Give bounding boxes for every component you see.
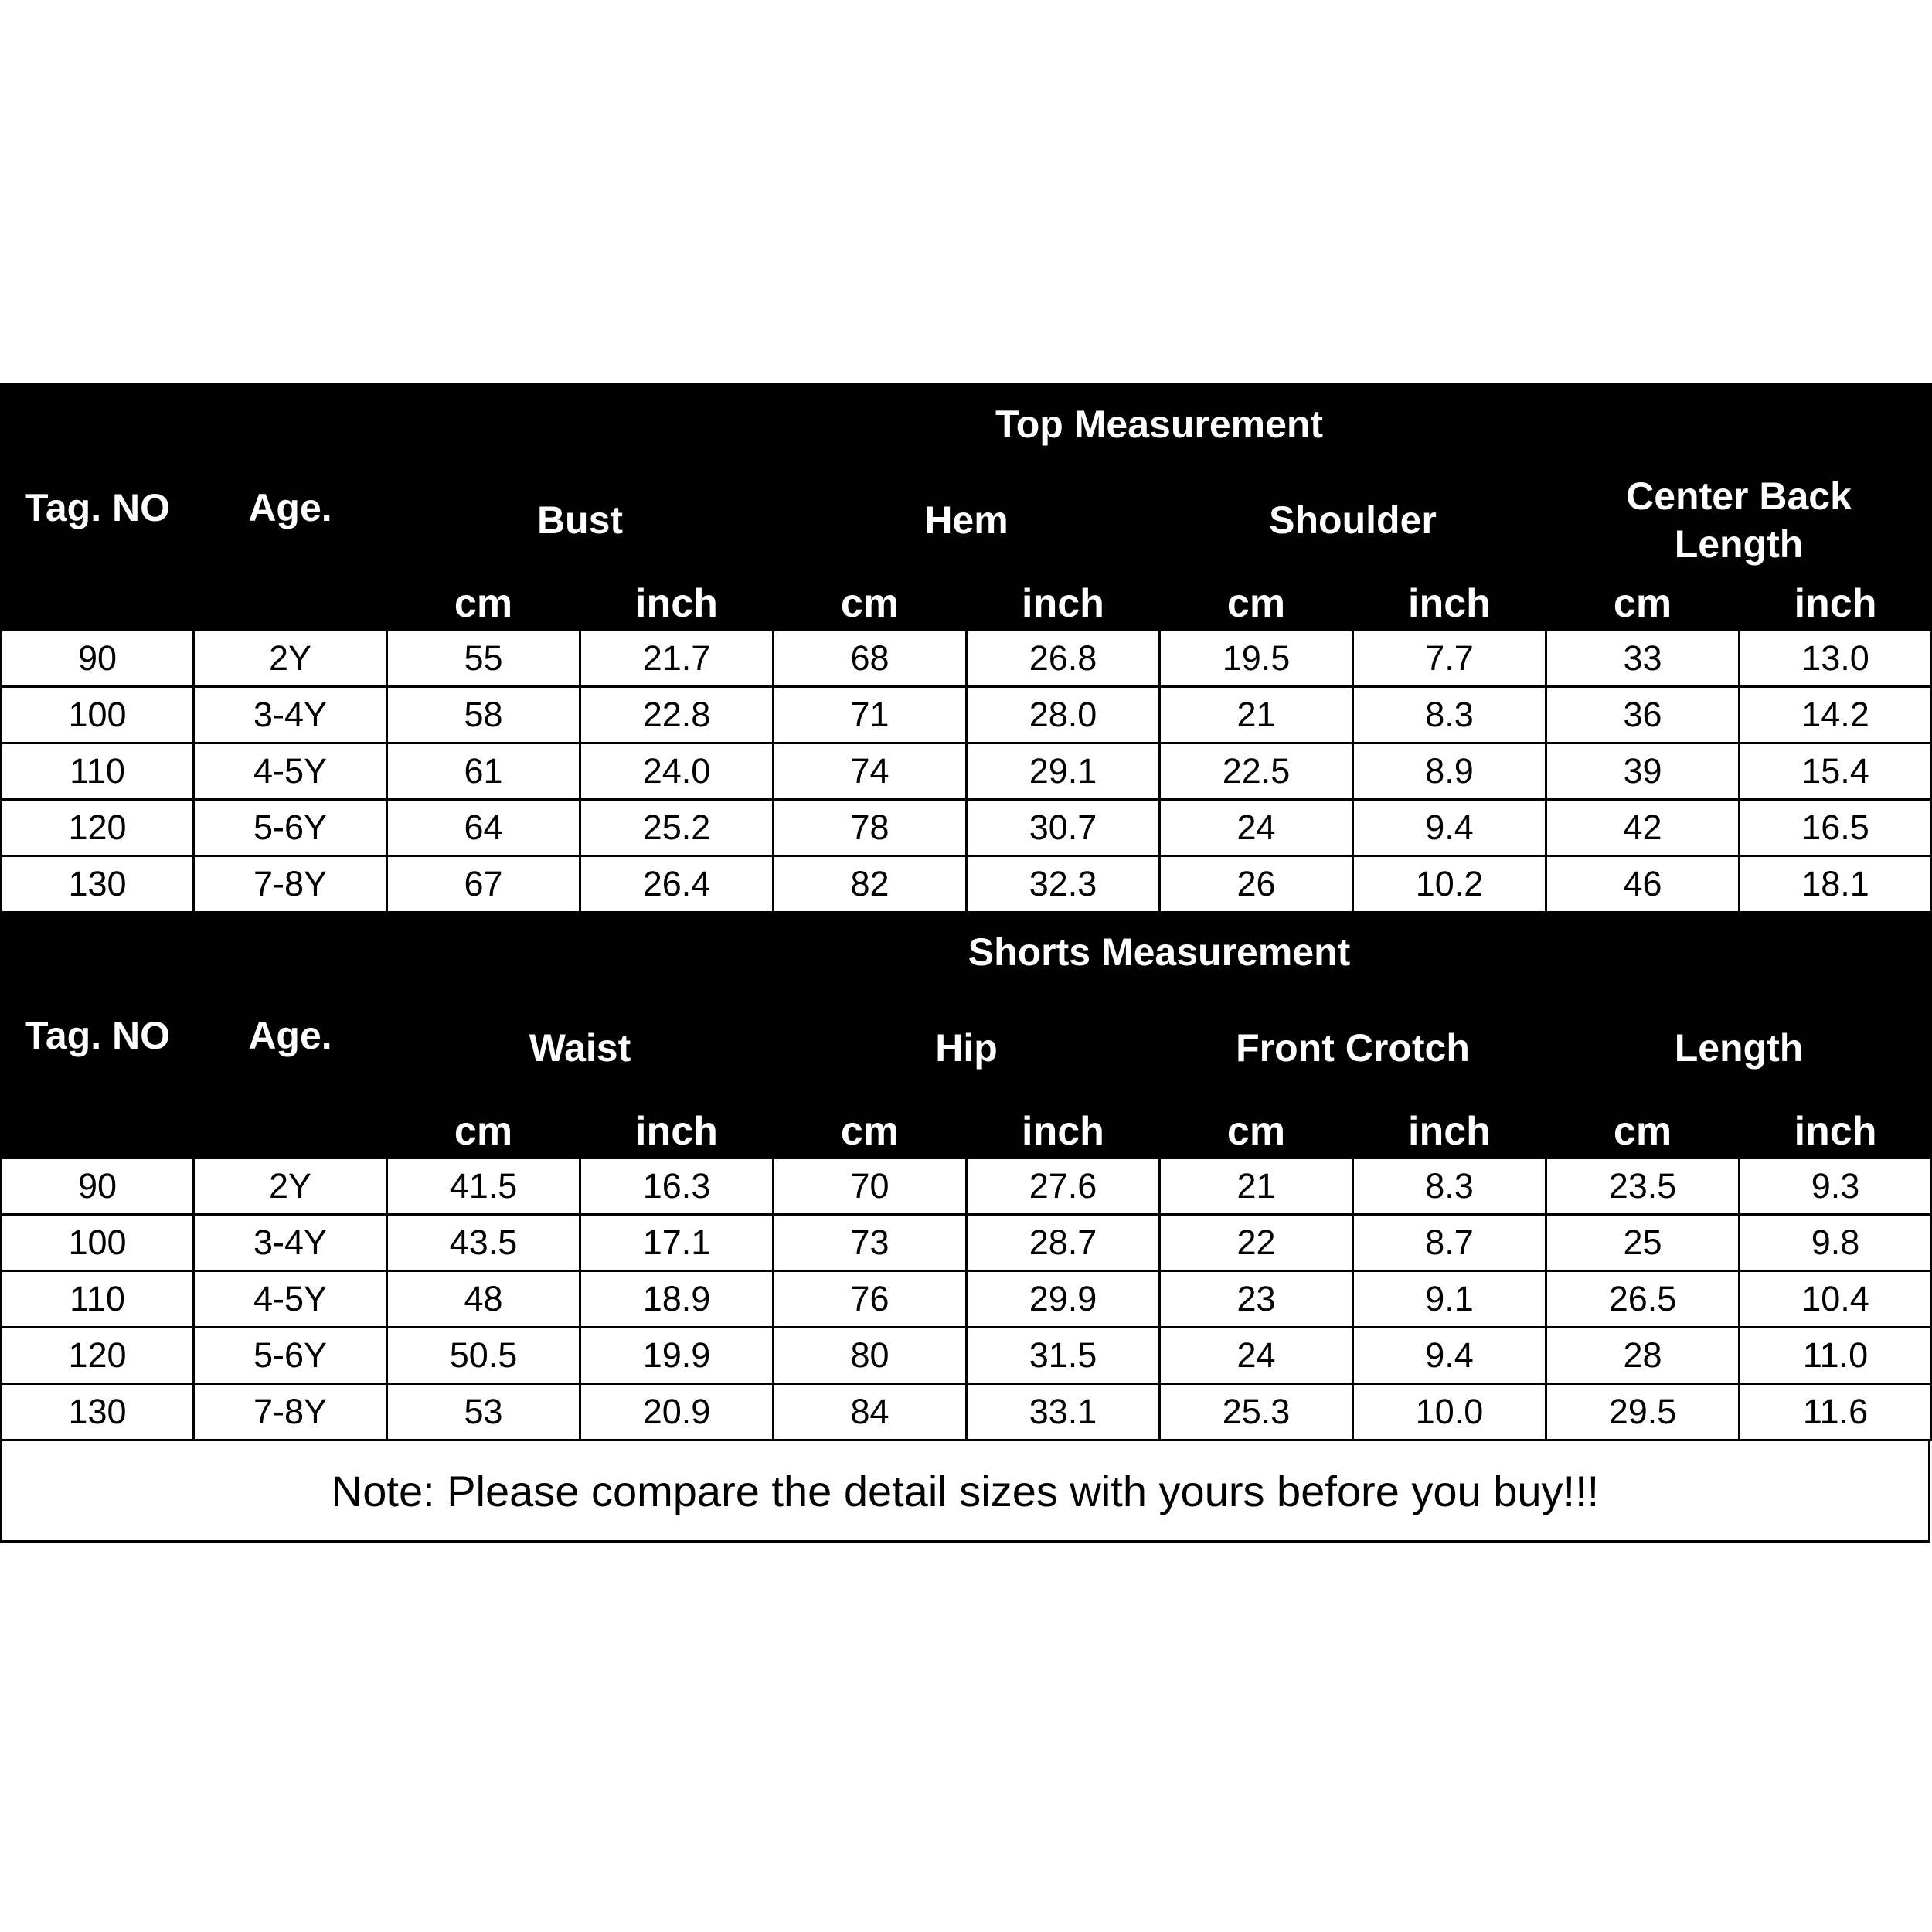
table-cell: 13.0: [1740, 631, 1932, 687]
table-cell: 36: [1546, 687, 1740, 743]
table-cell: 28.0: [967, 687, 1160, 743]
table-cell: 90: [2, 631, 194, 687]
table-cell: 80: [774, 1328, 967, 1384]
unit-header: cm: [1160, 577, 1353, 631]
table-cell: 84: [774, 1384, 967, 1440]
shorts-title-row: [2, 913, 1932, 992]
table-cell: 31.5: [967, 1328, 1160, 1384]
table-cell: 24.0: [580, 743, 774, 800]
table-cell: 100: [2, 687, 194, 743]
table-cell: 42: [1546, 800, 1740, 856]
table-cell: 73: [774, 1215, 967, 1271]
table-cell: 10.2: [1353, 856, 1546, 913]
top-table-row: [2, 743, 1932, 800]
table-cell: 28: [1546, 1328, 1740, 1384]
shorts-table-row: [2, 1328, 1932, 1384]
size-note: Note: Please compare the detail sizes with yours before you buy!!!: [0, 1441, 1930, 1543]
table-cell: 74: [774, 743, 967, 800]
table-cell: 2Y: [194, 631, 387, 687]
table-cell: 9.3: [1740, 1158, 1932, 1215]
table-cell: 70: [774, 1158, 967, 1215]
shorts-group-waist: Waist: [387, 992, 774, 1104]
table-cell: 29.9: [967, 1271, 1160, 1328]
table-cell: 24: [1160, 1328, 1353, 1384]
table-cell: 8.3: [1353, 687, 1546, 743]
table-cell: 29.1: [967, 743, 1160, 800]
table-cell: 7.7: [1353, 631, 1546, 687]
table-cell: 130: [2, 856, 194, 913]
table-cell: 61: [387, 743, 580, 800]
table-cell: 16.3: [580, 1158, 774, 1215]
unit-header: cm: [1546, 1104, 1740, 1158]
table-cell: 33: [1546, 631, 1740, 687]
table-cell: 7-8Y: [194, 856, 387, 913]
table-cell: 20.9: [580, 1384, 774, 1440]
table-cell: 53: [387, 1384, 580, 1440]
table-cell: 18.9: [580, 1271, 774, 1328]
table-cell: 18.1: [1740, 856, 1932, 913]
table-cell: 17.1: [580, 1215, 774, 1271]
table-cell: 29.5: [1546, 1384, 1740, 1440]
table-cell: 43.5: [387, 1215, 580, 1271]
shorts-table-row: [2, 1271, 1932, 1328]
table-cell: 41.5: [387, 1158, 580, 1215]
size-chart: [0, 383, 1930, 1543]
table-cell: 11.0: [1740, 1328, 1932, 1384]
table-cell: 58: [387, 687, 580, 743]
shorts-table-row: [2, 1158, 1932, 1215]
table-cell: 26.4: [580, 856, 774, 913]
table-cell: 23: [1160, 1271, 1353, 1328]
unit-header: inch: [580, 577, 774, 631]
table-cell: 10.0: [1353, 1384, 1546, 1440]
table-cell: 19.9: [580, 1328, 774, 1384]
unit-header: cm: [1546, 577, 1740, 631]
table-cell: 26.8: [967, 631, 1160, 687]
top-table-row: [2, 856, 1932, 913]
table-cell: 120: [2, 800, 194, 856]
unit-header: cm: [774, 577, 967, 631]
shorts-group-hip: Hip: [774, 992, 1160, 1104]
top-group-hem: Hem: [774, 464, 1160, 577]
table-cell: 9.4: [1353, 1328, 1546, 1384]
table-cell: 64: [387, 800, 580, 856]
table-cell: 26: [1160, 856, 1353, 913]
table-cell: 5-6Y: [194, 1328, 387, 1384]
table-cell: 4-5Y: [194, 1271, 387, 1328]
shorts-age-header: Age.: [194, 913, 387, 1158]
table-cell: 120: [2, 1328, 194, 1384]
unit-header: inch: [1740, 1104, 1932, 1158]
shorts-table-row: [2, 1215, 1932, 1271]
table-cell: 3-4Y: [194, 1215, 387, 1271]
table-cell: 30.7: [967, 800, 1160, 856]
table-cell: 4-5Y: [194, 743, 387, 800]
table-cell: 78: [774, 800, 967, 856]
table-cell: 3-4Y: [194, 687, 387, 743]
shorts-table-row: [2, 1384, 1932, 1440]
table-cell: 15.4: [1740, 743, 1932, 800]
table-cell: 48: [387, 1271, 580, 1328]
top-table-row: [2, 687, 1932, 743]
top-tag-header: Tag. NO: [2, 385, 194, 631]
table-cell: 25: [1546, 1215, 1740, 1271]
top-title-row: [2, 385, 1932, 464]
shorts-group-length: Length: [1546, 992, 1932, 1104]
table-cell: 28.7: [967, 1215, 1160, 1271]
table-cell: 14.2: [1740, 687, 1932, 743]
table-cell: 55: [387, 631, 580, 687]
table-cell: 8.7: [1353, 1215, 1546, 1271]
top-group-bust: Bust: [387, 464, 774, 577]
table-cell: 32.3: [967, 856, 1160, 913]
table-cell: 90: [2, 1158, 194, 1215]
table-cell: 33.1: [967, 1384, 1160, 1440]
shorts-group-front-crotch: Front Crotch: [1160, 992, 1546, 1104]
table-cell: 46: [1546, 856, 1740, 913]
top-table-row: [2, 800, 1932, 856]
table-cell: 5-6Y: [194, 800, 387, 856]
size-table: [0, 383, 1932, 1441]
table-cell: 9.1: [1353, 1271, 1546, 1328]
unit-header: inch: [1353, 577, 1546, 631]
table-cell: 9.8: [1740, 1215, 1932, 1271]
unit-header: inch: [580, 1104, 774, 1158]
table-cell: 19.5: [1160, 631, 1353, 687]
table-cell: 27.6: [967, 1158, 1160, 1215]
top-group-shoulder: Shoulder: [1160, 464, 1546, 577]
table-cell: 25.2: [580, 800, 774, 856]
table-cell: 110: [2, 743, 194, 800]
table-cell: 2Y: [194, 1158, 387, 1215]
table-cell: 25.3: [1160, 1384, 1353, 1440]
table-cell: 11.6: [1740, 1384, 1932, 1440]
table-cell: 67: [387, 856, 580, 913]
table-cell: 21: [1160, 687, 1353, 743]
table-cell: 39: [1546, 743, 1740, 800]
table-cell: 76: [774, 1271, 967, 1328]
table-cell: 71: [774, 687, 967, 743]
unit-header: inch: [1353, 1104, 1546, 1158]
unit-header: inch: [1740, 577, 1932, 631]
top-table-row: [2, 631, 1932, 687]
unit-header: inch: [967, 577, 1160, 631]
table-cell: 8.9: [1353, 743, 1546, 800]
table-cell: 21.7: [580, 631, 774, 687]
table-cell: 22.8: [580, 687, 774, 743]
table-cell: 24: [1160, 800, 1353, 856]
table-cell: 23.5: [1546, 1158, 1740, 1215]
table-cell: 9.4: [1353, 800, 1546, 856]
unit-header: cm: [387, 1104, 580, 1158]
table-cell: 16.5: [1740, 800, 1932, 856]
table-cell: 22.5: [1160, 743, 1353, 800]
table-cell: 110: [2, 1271, 194, 1328]
unit-header: inch: [967, 1104, 1160, 1158]
table-cell: 21: [1160, 1158, 1353, 1215]
table-cell: 26.5: [1546, 1271, 1740, 1328]
unit-header: cm: [1160, 1104, 1353, 1158]
table-cell: 10.4: [1740, 1271, 1932, 1328]
table-cell: 7-8Y: [194, 1384, 387, 1440]
table-cell: 100: [2, 1215, 194, 1271]
unit-header: cm: [387, 577, 580, 631]
table-cell: 130: [2, 1384, 194, 1440]
top-group-center-back-length: Center Back Length: [1546, 464, 1932, 577]
table-cell: 50.5: [387, 1328, 580, 1384]
table-cell: 8.3: [1353, 1158, 1546, 1215]
table-cell: 22: [1160, 1215, 1353, 1271]
shorts-tag-header: Tag. NO: [2, 913, 194, 1158]
unit-header: cm: [774, 1104, 967, 1158]
table-cell: 82: [774, 856, 967, 913]
top-age-header: Age.: [194, 385, 387, 631]
table-cell: 68: [774, 631, 967, 687]
shorts-measurement-title: Shorts Measurement: [387, 913, 1932, 992]
top-measurement-title: Top Measurement: [387, 385, 1932, 464]
